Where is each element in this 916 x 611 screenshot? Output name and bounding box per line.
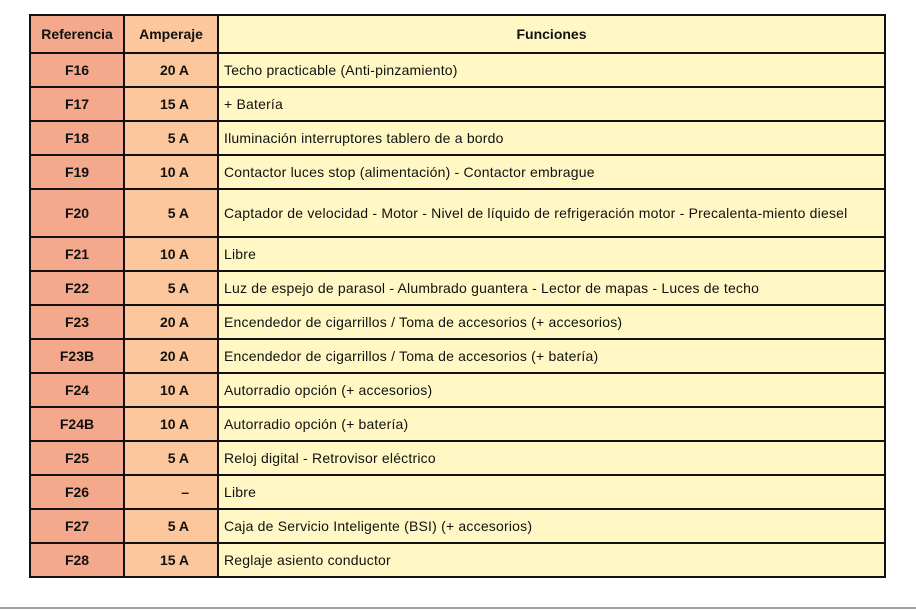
fuse-function: Contactor luces stop (alimentación) - Contactor embrague	[218, 155, 885, 189]
fuse-reference: F21	[30, 237, 124, 271]
fuse-function: Libre	[218, 237, 885, 271]
table-row	[30, 441, 885, 475]
fuse-reference: F23	[30, 305, 124, 339]
fuse-reference: F22	[30, 271, 124, 305]
table-row	[30, 121, 885, 155]
table-row	[30, 407, 885, 441]
header-row	[30, 15, 885, 53]
fuse-amperage: 20 A	[124, 53, 218, 87]
fuse-reference: F19	[30, 155, 124, 189]
page-divider	[0, 607, 916, 609]
table-row	[30, 271, 885, 305]
fuse-reference: F24B	[30, 407, 124, 441]
table-body	[30, 53, 885, 577]
header-amperage: Amperaje	[124, 15, 218, 53]
header-reference: Referencia	[30, 15, 124, 53]
table-row	[30, 509, 885, 543]
fuse-function: Autorradio opción (+ batería)	[218, 407, 885, 441]
fuse-function: Encendedor de cigarrillos / Toma de accesorios (+ batería)	[218, 339, 885, 373]
table-row	[30, 305, 885, 339]
fuse-amperage: 10 A	[124, 407, 218, 441]
fuse-reference: F26	[30, 475, 124, 509]
table-row	[30, 87, 885, 121]
fuse-amperage: 5 A	[124, 271, 218, 305]
fuse-function: Iluminación interruptores tablero de a bordo	[218, 121, 885, 155]
fuse-function: Reglaje asiento conductor	[218, 543, 885, 577]
fuse-amperage: 20 A	[124, 305, 218, 339]
table-row	[30, 189, 885, 237]
fuse-amperage: 5 A	[124, 441, 218, 475]
fuse-function: Autorradio opción (+ accesorios)	[218, 373, 885, 407]
fuse-function: Luz de espejo de parasol - Alumbrado guantera - Lector de mapas - Luces de techo	[218, 271, 885, 305]
table-row	[30, 237, 885, 271]
fuse-amperage: 5 A	[124, 121, 218, 155]
fuse-function: + Batería	[218, 87, 885, 121]
fuse-reference: F20	[30, 189, 124, 237]
fuse-function: Libre	[218, 475, 885, 509]
table-row	[30, 53, 885, 87]
fuse-reference: F25	[30, 441, 124, 475]
fuse-amperage: 10 A	[124, 237, 218, 271]
fuse-function: Caja de Servicio Inteligente (BSI) (+ accesorios)	[218, 509, 885, 543]
fuse-reference: F24	[30, 373, 124, 407]
fuse-reference: F27	[30, 509, 124, 543]
table-row	[30, 339, 885, 373]
fuse-function: Encendedor de cigarrillos / Toma de accesorios (+ accesorios)	[218, 305, 885, 339]
fuse-function: Techo practicable (Anti-pinzamiento)	[218, 53, 885, 87]
fuse-amperage: 5 A	[124, 189, 218, 237]
fuse-reference: F28	[30, 543, 124, 577]
table-row	[30, 155, 885, 189]
fuse-amperage: 5 A	[124, 509, 218, 543]
fuse-amperage: 20 A	[124, 339, 218, 373]
fuse-amperage: 15 A	[124, 543, 218, 577]
fuse-reference: F18	[30, 121, 124, 155]
header-functions: Funciones	[218, 15, 885, 53]
fuse-function: Captador de velocidad - Motor - Nivel de líquido de refrigeración motor - Precalenta-miento diesel	[218, 189, 885, 237]
fuse-amperage: 10 A	[124, 155, 218, 189]
table-row	[30, 373, 885, 407]
table-row	[30, 543, 885, 577]
fuse-table	[29, 14, 886, 578]
fuse-reference: F16	[30, 53, 124, 87]
table-row	[30, 475, 885, 509]
fuse-reference: F23B	[30, 339, 124, 373]
fuse-amperage: –	[124, 475, 218, 509]
fuse-amperage: 15 A	[124, 87, 218, 121]
fuse-function: Reloj digital - Retrovisor eléctrico	[218, 441, 885, 475]
fuse-reference: F17	[30, 87, 124, 121]
fuse-amperage: 10 A	[124, 373, 218, 407]
